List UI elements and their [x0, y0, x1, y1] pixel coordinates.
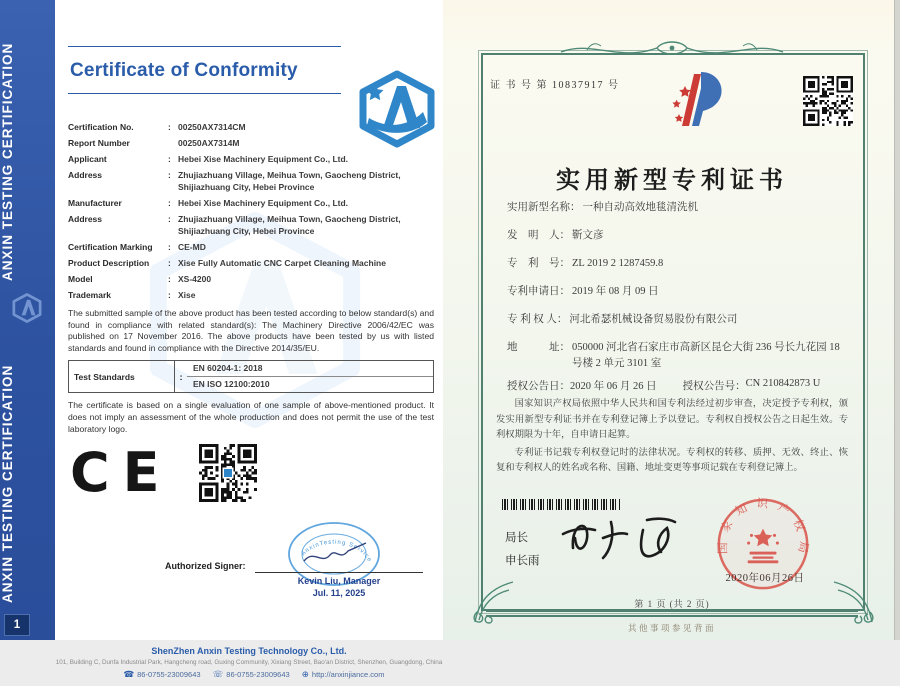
ce-mark: CE [70, 441, 173, 505]
cert-field-colon: : [168, 274, 171, 284]
page-number-badge[interactable]: 1 [4, 614, 30, 636]
cert-field-label: Model [68, 274, 93, 284]
cert-field-value: Xise Fully Automatic CNC Carpet Cleaning Machine [178, 258, 386, 268]
patent-field-value: 靳文彦 [572, 230, 604, 241]
cert-field-value: Zhujiazhuang Village, Meihua Town, Gaocheng District, Shijiazhuang City, Hebei Province [178, 214, 401, 236]
grant-date-value: 2020 年 06 月 26 日 [570, 381, 657, 392]
cert-field-colon: : [168, 122, 171, 132]
patent-paragraph: 国家知识产权局依照中华人民共和国专利法经过初步审查，决定授予专利权，颁发实用新型专利证书并在专利登记簿上予以登记。专利权自授权公告之日起生效。专利权期限为十年，自申请日起算。 [496, 399, 848, 440]
cnipa-logo-icon [663, 64, 735, 138]
fax-icon: ☏ [212, 669, 224, 679]
director-title: 局长 [505, 532, 528, 544]
marks-row [68, 443, 430, 503]
anxin-testing-logo-icon [353, 70, 441, 148]
back-note: 其他事项参见背面 [627, 623, 716, 633]
patent-field-label: 专利申请日： [507, 286, 570, 297]
patent-field-row [507, 200, 841, 216]
cert-field-colon: : [168, 214, 171, 224]
cert-field-colon: : [168, 258, 171, 268]
certificate-of-conformity[interactable] [55, 0, 443, 679]
patent-field-label: 地 址： [507, 342, 570, 353]
anxin-banner-sidebar [0, 0, 55, 640]
patent-field-row [507, 340, 841, 372]
cert-field-label: Certification Marking [68, 242, 153, 252]
phone-icon: ☎ [123, 669, 135, 679]
cert-field-row [68, 169, 434, 193]
header-rule [68, 46, 341, 47]
certificate-title: Certificate of Conformity [70, 60, 298, 81]
sidebar-vertical-text: ANXIN TESTING CERTIFICATION [0, 42, 15, 282]
signature-line [255, 572, 423, 573]
cert-field-row [68, 257, 434, 269]
cert-field-label: Address [68, 214, 103, 224]
cert-field-colon: : [168, 242, 171, 252]
test-standards-label: Test Standards [74, 371, 135, 382]
patent-field-row [507, 312, 841, 328]
patent-field-label: 专 利 权 人： [507, 314, 568, 325]
cert-field-row [68, 213, 434, 237]
patent-field-value: 一种自动高效地毯清洗机 [582, 202, 698, 213]
issuer-company-name: ShenZhen Anxin Testing Technology Co., Ltd. [151, 646, 347, 656]
cert-field-colon: : [168, 290, 171, 300]
test-standard-value: EN 60204-1: 2018 [187, 361, 433, 377]
cert-field-row [68, 197, 434, 209]
patent-field-row [507, 284, 841, 300]
test-standards-box [68, 360, 434, 393]
cert-field-value: 00250AX7314M [178, 138, 240, 148]
cert-field-label: Report Number [68, 138, 130, 148]
cert-field-label: Trademark [68, 290, 111, 300]
qr-code-icon [199, 444, 257, 502]
compliance-paragraph: The submitted sample of the above product has been tested according to below standard(s) and found in compliance with related standard(s): The Machinery Directive 2006/42/EC was published on 17 November 2016. The above products have been tested by us with listed standards and found in compliance with the Directive 2014/35/EU. [68, 308, 434, 353]
patent-fields [507, 200, 841, 384]
patent-legal-paragraphs [496, 397, 848, 479]
cert-field-value: Hebei Xise Machinery Equipment Co., Ltd. [178, 198, 349, 208]
utility-model-patent-certificate[interactable] [443, 0, 900, 640]
cert-field-value: Xise [178, 290, 196, 300]
patent-field-value: 050000 河北省石家庄市高新区昆仑大街 236 号长九花园 18号楼 2 单元 3101 室 [572, 342, 840, 369]
issuer-fax: 86-0755-23009643 [226, 670, 290, 679]
cert-field-colon [168, 137, 178, 149]
grant-row [507, 378, 857, 393]
patent-field-label: 专 利 号： [507, 258, 570, 269]
cert-field-label: Applicant [68, 154, 107, 164]
cert-field-row [68, 153, 434, 165]
sidebar-vertical-text: ANXIN TESTING CERTIFICATION [0, 364, 15, 604]
cert-field-value: XS-4200 [178, 274, 212, 284]
cert-field-value: Zhujiazhuang Village, Meihua Town, Gaocheng District, Shijiazhuang City, Hebei Province [178, 170, 401, 192]
disclaimer-paragraph: The certificate is based on a single evaluation of one sample of above-mentioned product. It does not imply an assessment of the whole production and does not permit the use of the test laboratory logo. [68, 400, 434, 434]
authorized-signer-label: Authorized Signer: [165, 561, 246, 572]
cert-field-row [68, 241, 434, 253]
seal-arc-text: 国家知识产权局 [717, 497, 810, 563]
patent-field-label: 发 明 人： [507, 230, 570, 241]
cert-field-colon: : [168, 198, 171, 208]
authorized-signer-block [68, 541, 430, 605]
cert-field-label: Certification No. [68, 122, 134, 132]
cert-field-label: Address [68, 170, 103, 180]
issuer-website[interactable]: http://anxinjiance.com [311, 670, 385, 679]
certificate-number: 证 书 号 第 10837917 号 [490, 80, 620, 91]
signer-name: Kevin Liu, Manager [297, 576, 381, 587]
seal-date: 2020年06月26日 [725, 573, 805, 584]
patent-field-row [507, 256, 841, 272]
patent-field-row [507, 228, 841, 244]
page-info: 第 1 页 (共 2 页) [634, 599, 710, 609]
corner-flourish-icon [832, 578, 880, 626]
issuer-contacts [55, 669, 443, 680]
test-standard-value: EN ISO 12100:2010 [193, 379, 270, 390]
issuer-address: 101, Building C, Dunfa Industrial Park, Hangcheng road, Guxing Community, Xixiang Street, Bao'an District, Shenzhen, Guangdong, China [55, 659, 443, 666]
anxin-logo-icon [10, 290, 44, 326]
test-standards-colon: : [174, 361, 187, 392]
globe-icon: ⊕ [301, 669, 309, 679]
patent-paragraph: 专利证书记载专利权登记时的法律状况。专利权的转移、质押、无效、终止、恢复和专利权人的姓名或名称、国籍、地址变更等事项记载在专利登记簿上。 [496, 447, 848, 473]
top-ornament-icon [557, 36, 787, 64]
stamp-arc-text: AnxinTesting Service [300, 539, 373, 564]
patent-certificate-title: 实用新型专利证书 [556, 167, 788, 194]
patent-field-label: 实用新型名称： [507, 202, 581, 213]
grant-no-value: CN 210842873 U [745, 378, 821, 389]
corner-flourish-icon [467, 578, 515, 626]
cert-field-colon: : [168, 170, 171, 180]
patent-field-value: 2019 年 08 月 09 日 [572, 286, 659, 297]
scan-edge [894, 0, 900, 640]
grant-date-label: 授权公告日： [507, 381, 570, 392]
patent-field-value: 河北希瑟机械设备贸易股份有限公司 [569, 314, 738, 325]
issuer-footer [55, 646, 443, 680]
grant-no-label: 授权公告号： [682, 381, 746, 392]
bottom-rule [486, 611, 858, 617]
cert-field-label: Product Description [68, 258, 150, 268]
cert-field-row [68, 289, 434, 301]
cert-field-value: 00250AX7314CM [178, 122, 246, 132]
cert-field-colon: : [168, 154, 171, 164]
header-rule [68, 93, 341, 94]
cert-field-label: Manufacturer [68, 198, 122, 208]
cert-field-value: Hebei Xise Machinery Equipment Co., Ltd. [178, 154, 349, 164]
director-name: 申长雨 [505, 555, 540, 567]
cert-field-value: CE-MD [178, 242, 206, 252]
issuer-tel: 86-0755-23009643 [137, 670, 201, 679]
patent-field-value: ZL 2019 2 1287459.8 [572, 258, 664, 269]
signer-date: Jul. 11, 2025 [312, 588, 366, 599]
director-signature [555, 508, 690, 570]
cert-field-row [68, 273, 434, 285]
certificate-fields [68, 121, 434, 301]
test-standards-values [187, 361, 433, 392]
qr-code-icon [803, 76, 853, 126]
director-block [505, 527, 540, 573]
